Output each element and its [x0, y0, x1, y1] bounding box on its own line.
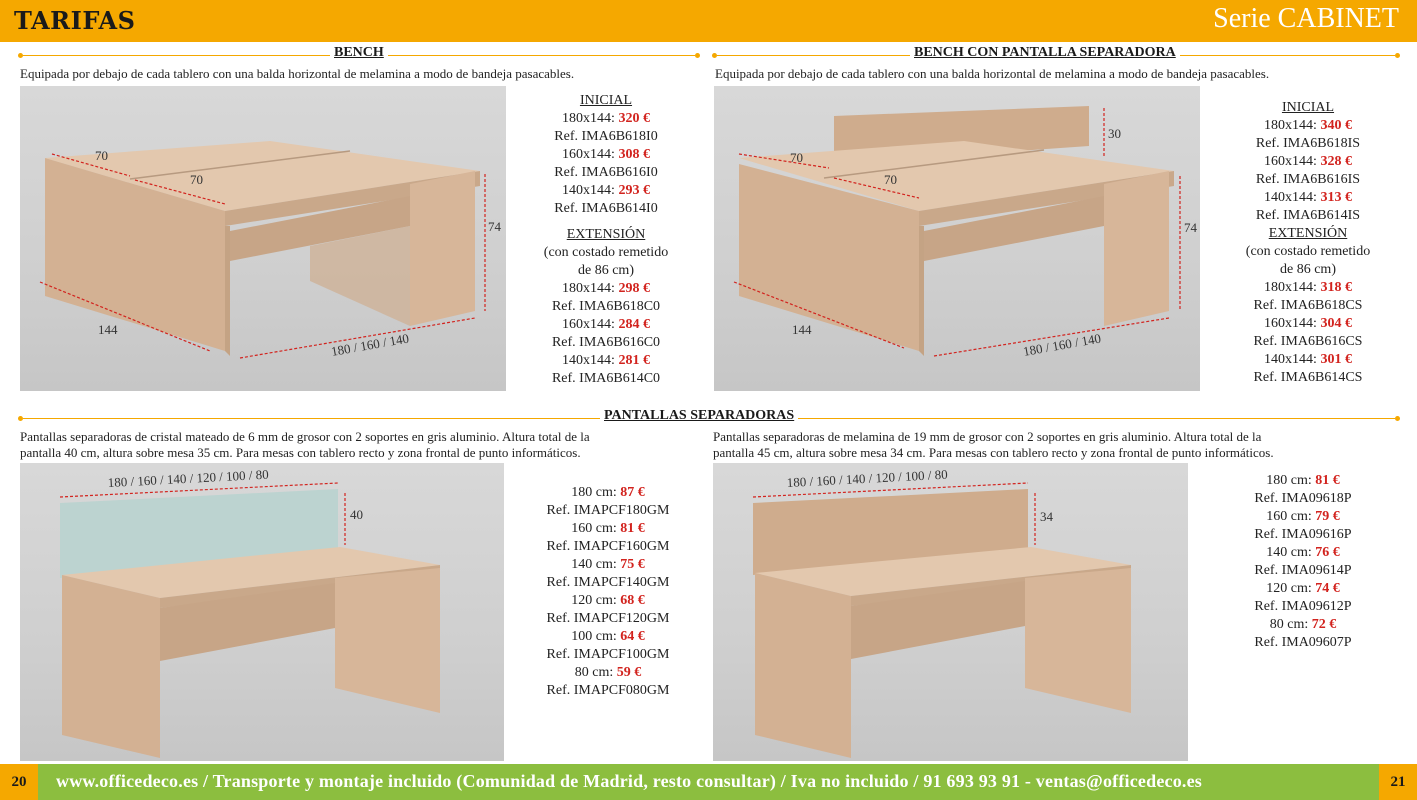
price-ref: Ref. IMA6B616CS	[1253, 334, 1363, 349]
extension-note: de 86 cm)	[1280, 262, 1336, 277]
bench-screen-extension-heading: EXTENSIÓN	[1268, 226, 1348, 241]
price-row: 140 cm: 75 €	[571, 557, 645, 572]
bench-dim-depth-b: 70	[190, 172, 203, 187]
glass-dim-length: 180 / 160 / 140 / 120 / 100 / 80	[107, 466, 269, 490]
bench-screen-dim-screen: 30	[1108, 126, 1121, 141]
page-number-left: 20	[0, 764, 38, 800]
price-row: 140x144: 293 €	[562, 183, 650, 198]
price-row: 160x144: 308 €	[562, 147, 650, 162]
price-ref: Ref. IMA09616P	[1254, 527, 1352, 542]
price-value: 64 €	[620, 629, 645, 644]
price-row: 80 cm: 59 €	[574, 665, 642, 680]
price-row: 180x144: 298 €	[562, 281, 650, 296]
price-value: 76 €	[1315, 545, 1340, 560]
price-value: 298 €	[618, 281, 650, 296]
price-row: 160x144: 328 €	[1264, 154, 1352, 169]
bench-dim-depth-a: 70	[95, 148, 108, 163]
page-number-right: 21	[1379, 764, 1417, 800]
bench-dim-width: 144	[98, 322, 118, 337]
bench-screen-dim-depth-a: 70	[790, 150, 803, 165]
glass-description: Pantallas separadoras de cristal mateado de 6 mm de grosor con 2 soportes en gris aluminio. Altura total de la pantalla 40 cm, altura sobre mesa 35 cm. Para mesas con tablero recto y zona frontal de punto informáticos.	[20, 429, 590, 460]
price-row: 180 cm: 87 €	[571, 485, 645, 500]
melamine-dim-height: 34	[1040, 509, 1053, 524]
section-title-bench-screen: BENCH CON PANTALLA SEPARADORA	[910, 45, 1180, 61]
bench-screen-inicial-heading: INICIAL	[1281, 100, 1335, 115]
price-value: 72 €	[1311, 617, 1337, 632]
price-ref: Ref. IMAPCF100GM	[546, 647, 670, 662]
bench-dim-length: 180 / 160 / 140	[329, 330, 411, 359]
price-ref: Ref. IMA09618P	[1254, 491, 1352, 506]
price-row: 140x144: 313 €	[1264, 190, 1352, 205]
footer-bar	[0, 764, 1417, 800]
price-row: 180x144: 318 €	[1264, 280, 1352, 295]
glass-screen-photo	[20, 463, 504, 761]
price-ref: Ref. IMA6B616IS	[1255, 172, 1361, 187]
price-row: 120 cm: 74 €	[1266, 581, 1340, 596]
price-row: 140x144: 281 €	[562, 353, 650, 368]
price-value: 318 €	[1320, 280, 1352, 295]
price-ref: Ref. IMA6B614CS	[1253, 370, 1363, 385]
price-value: 74 €	[1315, 581, 1340, 596]
price-ref: Ref. IMA6B618CS	[1253, 298, 1363, 313]
price-ref: Ref. IMA6B614I0	[554, 201, 658, 216]
price-ref: Ref. IMA09612P	[1254, 599, 1352, 614]
bench-screen-dim-length: 180 / 160 / 140	[1021, 330, 1103, 359]
price-ref: Ref. IMA6B614C0	[551, 371, 661, 386]
bench-screen-dim-height: 74	[1184, 220, 1197, 235]
price-row: 100 cm: 64 €	[571, 629, 645, 644]
section-header-bench	[18, 45, 700, 63]
price-ref: Ref. IMAPCF160GM	[546, 539, 670, 554]
price-ref: Ref. IMA09607P	[1254, 635, 1352, 650]
price-value: 59 €	[616, 665, 642, 680]
price-row: 180x144: 320 €	[562, 111, 650, 126]
price-value: 308 €	[618, 147, 650, 162]
divider-dot	[1395, 416, 1400, 421]
price-value: 81 €	[1315, 473, 1340, 488]
price-row: 140x144: 301 €	[1264, 352, 1352, 367]
bench-screen-dim-depth-b: 70	[884, 172, 897, 187]
bench-price-list	[516, 92, 696, 388]
price-row: 80 cm: 72 €	[1269, 617, 1337, 632]
price-row: 160x144: 304 €	[1264, 316, 1352, 331]
price-value: 79 €	[1315, 509, 1340, 524]
glass-price-list	[508, 484, 708, 700]
melamine-price-list	[1208, 472, 1398, 652]
price-ref: Ref. IMAPCF120GM	[546, 611, 670, 626]
price-value: 284 €	[618, 317, 650, 332]
price-ref: Ref. IMAPCF180GM	[546, 503, 670, 518]
price-ref: Ref. IMA6B616C0	[551, 335, 661, 350]
section-title-bench: BENCH	[330, 45, 388, 61]
divider-dot	[695, 53, 700, 58]
price-value: 281 €	[618, 353, 650, 368]
price-value: 301 €	[1320, 352, 1352, 367]
bench-photo	[20, 86, 506, 391]
price-ref: Ref. IMAPCF080GM	[546, 683, 670, 698]
section-header-pantallas	[18, 408, 1400, 426]
melamine-description: Pantallas separadoras de melamina de 19 mm de grosor con 2 soportes en gris aluminio. Altura total de la pantalla 45 cm, altura sobre mesa 34 cm. Para mesas con tablero recto y zona frontal de punto informáticos.	[713, 429, 1274, 460]
bench-screen-price-list	[1218, 99, 1398, 387]
page-title: TARIFAS	[14, 6, 136, 35]
price-value: 68 €	[620, 593, 645, 608]
price-value: 75 €	[620, 557, 645, 572]
bench-extension-heading: EXTENSIÓN	[566, 227, 646, 242]
melamine-dim-length: 180 / 160 / 140 / 120 / 100 / 80	[786, 466, 948, 490]
price-ref: Ref. IMA6B618I0	[554, 129, 658, 144]
price-value: 320 €	[618, 111, 650, 126]
price-ref: Ref. IMA6B614IS	[1255, 208, 1361, 223]
price-ref: Ref. IMA6B618C0	[551, 299, 661, 314]
price-row: 180x144: 340 €	[1264, 118, 1352, 133]
price-ref: Ref. IMA6B616I0	[554, 165, 658, 180]
header-bar	[0, 0, 1417, 42]
extension-note: de 86 cm)	[578, 263, 634, 278]
extension-note: (con costado remetido	[543, 245, 669, 260]
price-row: 160 cm: 79 €	[1266, 509, 1340, 524]
price-ref: Ref. IMA09614P	[1254, 563, 1352, 578]
section-header-bench-screen	[712, 45, 1400, 63]
bench-dim-height: 74	[488, 219, 501, 234]
price-row: 120 cm: 68 €	[571, 593, 645, 608]
footer-contact-text: www.officedeco.es / Transporte y montaje incluido (Comunidad de Madrid, resto consultar) / Iva no incluido / 91 693 93 91 - ventas@officedeco.es	[56, 771, 1203, 791]
glass-dim-height: 40	[350, 507, 363, 522]
bench-screen-photo	[714, 86, 1200, 391]
price-value: 81 €	[620, 521, 645, 536]
price-row: 140 cm: 76 €	[1266, 545, 1340, 560]
price-row: 160x144: 284 €	[562, 317, 650, 332]
price-value: 304 €	[1320, 316, 1352, 331]
price-row: 160 cm: 81 €	[571, 521, 645, 536]
series-title: Serie CABINET	[1213, 3, 1399, 34]
bench-screen-description: Equipada por debajo de cada tablero con una balda horizontal de melamina a modo de bandeja pasacables.	[715, 66, 1270, 81]
melamine-screen-photo	[713, 463, 1188, 761]
bench-description: Equipada por debajo de cada tablero con una balda horizontal de melamina a modo de bandeja pasacables.	[20, 66, 575, 81]
extension-note: (con costado remetido	[1245, 244, 1371, 259]
price-value: 328 €	[1320, 154, 1352, 169]
price-value: 340 €	[1320, 118, 1352, 133]
price-ref: Ref. IMAPCF140GM	[546, 575, 670, 590]
section-title-pantallas: PANTALLAS SEPARADORAS	[600, 408, 798, 424]
price-ref: Ref. IMA6B618IS	[1255, 136, 1361, 151]
bench-screen-dim-width: 144	[792, 322, 812, 337]
price-value: 293 €	[618, 183, 650, 198]
price-value: 313 €	[1320, 190, 1352, 205]
bench-inicial-heading: INICIAL	[579, 93, 633, 108]
price-value: 87 €	[620, 485, 645, 500]
divider-dot	[1395, 53, 1400, 58]
price-row: 180 cm: 81 €	[1266, 473, 1340, 488]
